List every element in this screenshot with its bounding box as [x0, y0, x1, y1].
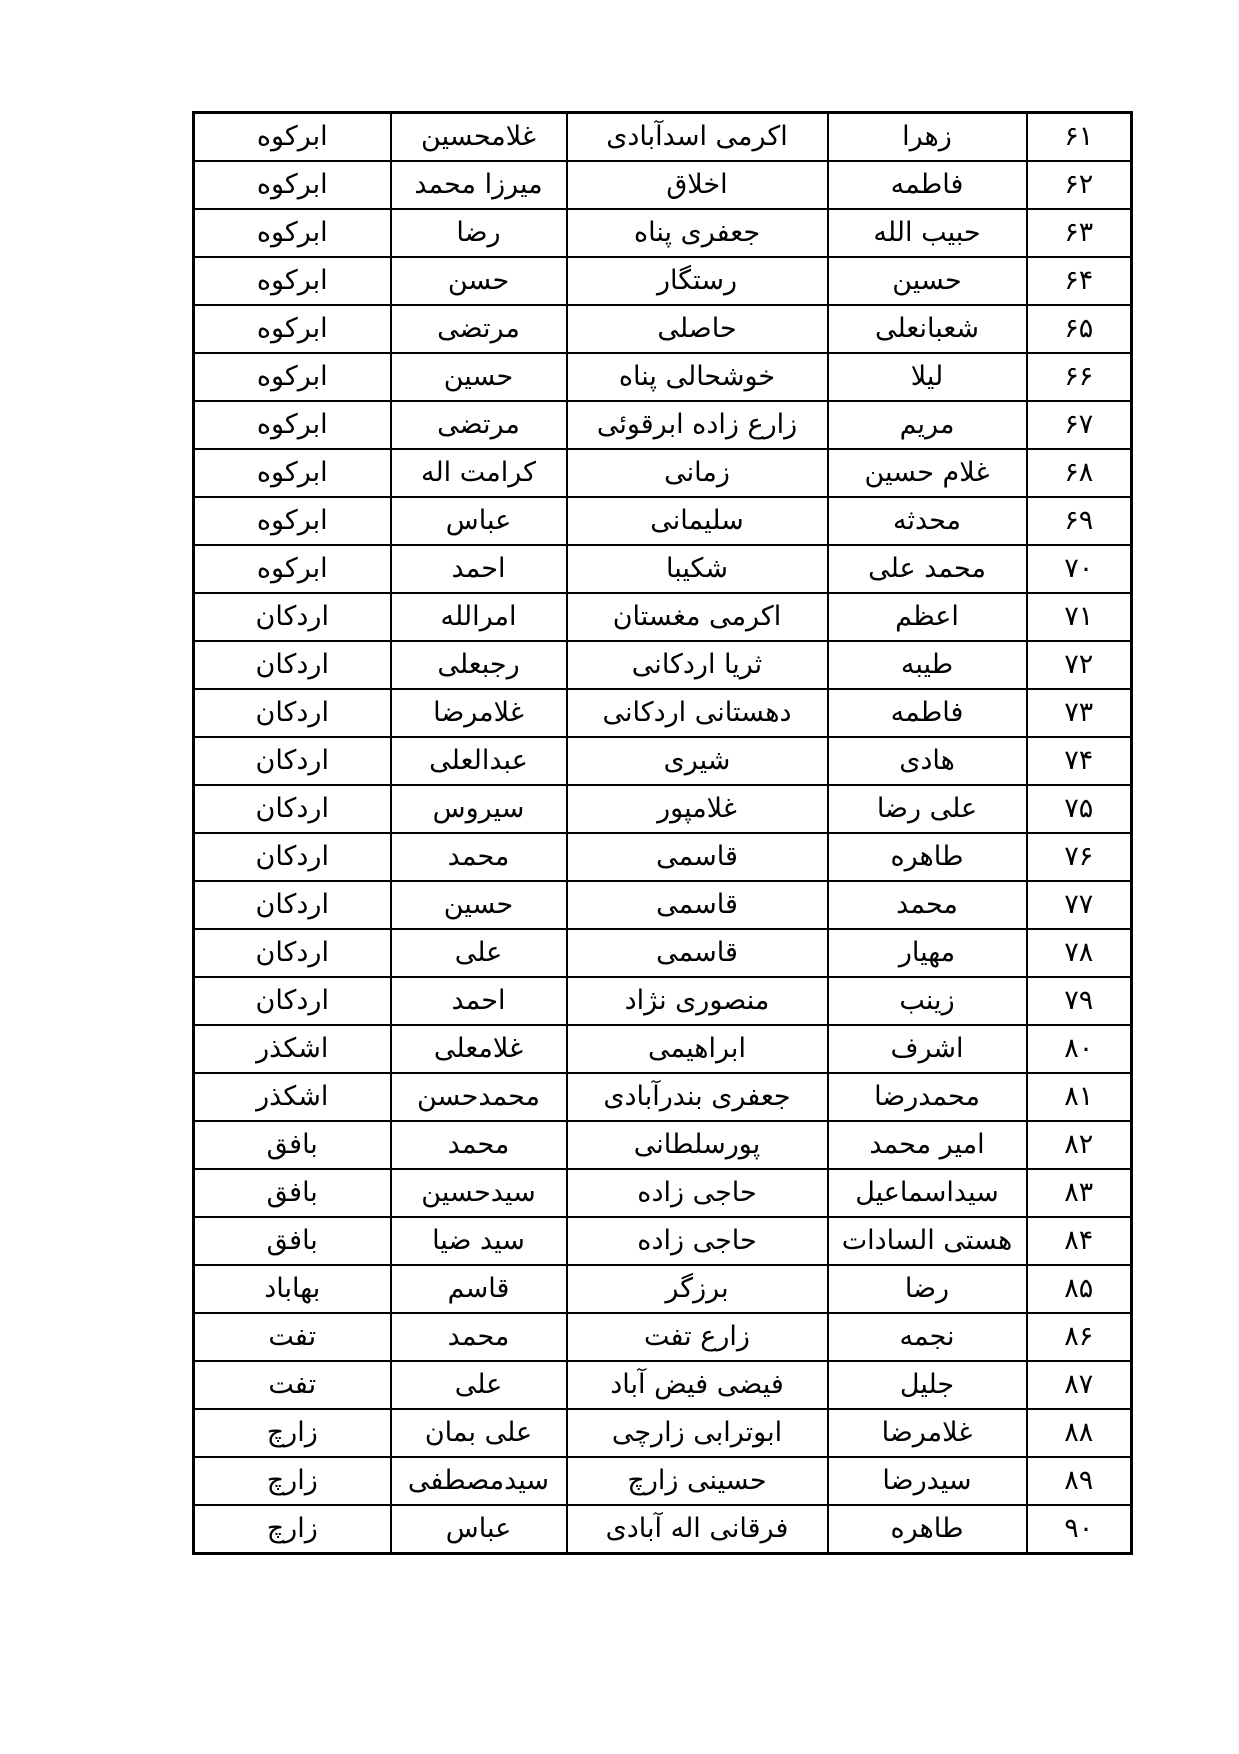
row-number-cell: ۷۵ — [1027, 785, 1132, 833]
table-row — [194, 545, 1132, 593]
city-cell: اردکان — [194, 785, 391, 833]
father-name-cell: علی — [391, 1361, 567, 1409]
father-name-cell: غلامحسین — [391, 113, 567, 162]
row-number-cell: ۸۰ — [1027, 1025, 1132, 1073]
first-name-cell: طاهره — [828, 1505, 1027, 1554]
city-cell: اردکان — [194, 593, 391, 641]
row-number-cell: ۸۲ — [1027, 1121, 1132, 1169]
city-cell: بافق — [194, 1169, 391, 1217]
city-cell: بهاباد — [194, 1265, 391, 1313]
father-name-cell: عباس — [391, 497, 567, 545]
city-cell: زارچ — [194, 1409, 391, 1457]
first-name-cell: علی رضا — [828, 785, 1027, 833]
father-name-cell: محمد — [391, 1121, 567, 1169]
row-number-cell: ۷۰ — [1027, 545, 1132, 593]
last-name-cell: منصوری نژاد — [567, 977, 828, 1025]
city-cell: بافق — [194, 1217, 391, 1265]
last-name-cell: قاسمی — [567, 881, 828, 929]
city-cell: ابرکوه — [194, 209, 391, 257]
row-number-cell: ۷۳ — [1027, 689, 1132, 737]
row-number-cell: ۶۶ — [1027, 353, 1132, 401]
table-row — [194, 1265, 1132, 1313]
table-row — [194, 353, 1132, 401]
row-number-cell: ۷۹ — [1027, 977, 1132, 1025]
first-name-cell: محدثه — [828, 497, 1027, 545]
last-name-cell: فرقانی اله آبادی — [567, 1505, 828, 1554]
table-row — [194, 113, 1132, 162]
father-name-cell: رضا — [391, 209, 567, 257]
table-row — [194, 593, 1132, 641]
city-cell: ابرکوه — [194, 449, 391, 497]
father-name-cell: حسین — [391, 353, 567, 401]
table-row — [194, 1505, 1132, 1554]
last-name-cell: جعفری پناه — [567, 209, 828, 257]
city-cell: ابرکوه — [194, 401, 391, 449]
table-row — [194, 1025, 1132, 1073]
father-name-cell: حسن — [391, 257, 567, 305]
last-name-cell: حاجی زاده — [567, 1169, 828, 1217]
first-name-cell: شعبانعلی — [828, 305, 1027, 353]
first-name-cell: طاهره — [828, 833, 1027, 881]
father-name-cell: سیدمصطفی — [391, 1457, 567, 1505]
table-row — [194, 881, 1132, 929]
table-row — [194, 1361, 1132, 1409]
city-cell: اشکذر — [194, 1073, 391, 1121]
father-name-cell: سیروس — [391, 785, 567, 833]
table-row — [194, 1217, 1132, 1265]
table-row — [194, 737, 1132, 785]
table-row — [194, 641, 1132, 689]
first-name-cell: حسین — [828, 257, 1027, 305]
father-name-cell: علی بمان — [391, 1409, 567, 1457]
father-name-cell: غلامعلی — [391, 1025, 567, 1073]
first-name-cell: سیدرضا — [828, 1457, 1027, 1505]
last-name-cell: شیری — [567, 737, 828, 785]
father-name-cell: غلامرضا — [391, 689, 567, 737]
row-number-cell: ۸۴ — [1027, 1217, 1132, 1265]
city-cell: ابرکوه — [194, 305, 391, 353]
table-row — [194, 161, 1132, 209]
row-number-cell: ۸۸ — [1027, 1409, 1132, 1457]
city-cell: اردکان — [194, 689, 391, 737]
first-name-cell: سیداسماعیل — [828, 1169, 1027, 1217]
row-number-cell: ۸۱ — [1027, 1073, 1132, 1121]
first-name-cell: نجمه — [828, 1313, 1027, 1361]
first-name-cell: غلام حسین — [828, 449, 1027, 497]
city-cell: تفت — [194, 1361, 391, 1409]
table-row — [194, 497, 1132, 545]
first-name-cell: محمد — [828, 881, 1027, 929]
table-row — [194, 449, 1132, 497]
city-cell: زارچ — [194, 1505, 391, 1554]
father-name-cell: احمد — [391, 977, 567, 1025]
father-name-cell: قاسم — [391, 1265, 567, 1313]
first-name-cell: فاطمه — [828, 161, 1027, 209]
city-cell: ابرکوه — [194, 545, 391, 593]
table-row — [194, 1457, 1132, 1505]
father-name-cell: رجبعلی — [391, 641, 567, 689]
father-name-cell: میرزا محمد — [391, 161, 567, 209]
last-name-cell: دهستانی اردکانی — [567, 689, 828, 737]
city-cell: اردکان — [194, 929, 391, 977]
city-cell: ابرکوه — [194, 113, 391, 162]
father-name-cell: مرتضی — [391, 401, 567, 449]
row-number-cell: ۷۸ — [1027, 929, 1132, 977]
city-cell: اشکذر — [194, 1025, 391, 1073]
row-number-cell: ۷۴ — [1027, 737, 1132, 785]
row-number-cell: ۷۱ — [1027, 593, 1132, 641]
row-number-cell: ۸۳ — [1027, 1169, 1132, 1217]
father-name-cell: علی — [391, 929, 567, 977]
row-number-cell: ۶۸ — [1027, 449, 1132, 497]
first-name-cell: هادی — [828, 737, 1027, 785]
first-name-cell: امیر محمد — [828, 1121, 1027, 1169]
first-name-cell: زینب — [828, 977, 1027, 1025]
table-row — [194, 257, 1132, 305]
last-name-cell: قاسمی — [567, 833, 828, 881]
last-name-cell: خوشحالی پناه — [567, 353, 828, 401]
table-row — [194, 977, 1132, 1025]
table-row — [194, 1313, 1132, 1361]
first-name-cell: اعظم — [828, 593, 1027, 641]
first-name-cell: حبیب الله — [828, 209, 1027, 257]
last-name-cell: ثریا اردکانی — [567, 641, 828, 689]
roster-body — [194, 113, 1132, 1554]
first-name-cell: لیلا — [828, 353, 1027, 401]
table-row — [194, 929, 1132, 977]
last-name-cell: شکیبا — [567, 545, 828, 593]
row-number-cell: ۷۶ — [1027, 833, 1132, 881]
first-name-cell: زهرا — [828, 113, 1027, 162]
row-number-cell: ۶۳ — [1027, 209, 1132, 257]
table-row — [194, 1073, 1132, 1121]
first-name-cell: محمدرضا — [828, 1073, 1027, 1121]
row-number-cell: ۶۴ — [1027, 257, 1132, 305]
row-number-cell: ۶۱ — [1027, 113, 1132, 162]
city-cell: اردکان — [194, 833, 391, 881]
table-row — [194, 401, 1132, 449]
father-name-cell: عبدالعلی — [391, 737, 567, 785]
last-name-cell: زمانی — [567, 449, 828, 497]
first-name-cell: مهیار — [828, 929, 1027, 977]
row-number-cell: ۷۷ — [1027, 881, 1132, 929]
first-name-cell: محمد علی — [828, 545, 1027, 593]
first-name-cell: رضا — [828, 1265, 1027, 1313]
father-name-cell: حسین — [391, 881, 567, 929]
roster-table — [192, 111, 1133, 1555]
first-name-cell: طیبه — [828, 641, 1027, 689]
row-number-cell: ۷۲ — [1027, 641, 1132, 689]
table-row — [194, 1121, 1132, 1169]
row-number-cell: ۸۶ — [1027, 1313, 1132, 1361]
city-cell: ابرکوه — [194, 353, 391, 401]
last-name-cell: غلامپور — [567, 785, 828, 833]
last-name-cell: اکرمی مغستان — [567, 593, 828, 641]
city-cell: تفت — [194, 1313, 391, 1361]
last-name-cell: فیضی فیض آباد — [567, 1361, 828, 1409]
father-name-cell: محمدحسن — [391, 1073, 567, 1121]
first-name-cell: غلامرضا — [828, 1409, 1027, 1457]
father-name-cell: عباس — [391, 1505, 567, 1554]
last-name-cell: پورسلطانی — [567, 1121, 828, 1169]
table-row — [194, 1409, 1132, 1457]
row-number-cell: ۶۲ — [1027, 161, 1132, 209]
last-name-cell: رستگار — [567, 257, 828, 305]
row-number-cell: ۹۰ — [1027, 1505, 1132, 1554]
row-number-cell: ۶۵ — [1027, 305, 1132, 353]
last-name-cell: زارع زاده ابرقوئی — [567, 401, 828, 449]
city-cell: زارچ — [194, 1457, 391, 1505]
last-name-cell: قاسمی — [567, 929, 828, 977]
father-name-cell: سید ضیا — [391, 1217, 567, 1265]
last-name-cell: زارع تفت — [567, 1313, 828, 1361]
father-name-cell: کرامت اله — [391, 449, 567, 497]
table-row — [194, 305, 1132, 353]
row-number-cell: ۶۷ — [1027, 401, 1132, 449]
father-name-cell: مرتضی — [391, 305, 567, 353]
city-cell: اردکان — [194, 881, 391, 929]
table-row — [194, 1169, 1132, 1217]
row-number-cell: ۸۹ — [1027, 1457, 1132, 1505]
first-name-cell: جلیل — [828, 1361, 1027, 1409]
father-name-cell: محمد — [391, 833, 567, 881]
last-name-cell: برزگر — [567, 1265, 828, 1313]
last-name-cell: اکرمی اسدآبادی — [567, 113, 828, 162]
father-name-cell: امرالله — [391, 593, 567, 641]
father-name-cell: احمد — [391, 545, 567, 593]
row-number-cell: ۸۵ — [1027, 1265, 1132, 1313]
first-name-cell: فاطمه — [828, 689, 1027, 737]
last-name-cell: جعفری بندرآبادی — [567, 1073, 828, 1121]
last-name-cell: سلیمانی — [567, 497, 828, 545]
table-row — [194, 785, 1132, 833]
last-name-cell: حسینی زارچ — [567, 1457, 828, 1505]
father-name-cell: محمد — [391, 1313, 567, 1361]
father-name-cell: سیدحسین — [391, 1169, 567, 1217]
first-name-cell: اشرف — [828, 1025, 1027, 1073]
table-row — [194, 209, 1132, 257]
city-cell: ابرکوه — [194, 257, 391, 305]
city-cell: اردکان — [194, 977, 391, 1025]
first-name-cell: هستی السادات — [828, 1217, 1027, 1265]
table-row — [194, 689, 1132, 737]
city-cell: اردکان — [194, 641, 391, 689]
last-name-cell: اخلاق — [567, 161, 828, 209]
row-number-cell: ۶۹ — [1027, 497, 1132, 545]
row-number-cell: ۸۷ — [1027, 1361, 1132, 1409]
city-cell: اردکان — [194, 737, 391, 785]
city-cell: ابرکوه — [194, 497, 391, 545]
last-name-cell: حاصلی — [567, 305, 828, 353]
city-cell: بافق — [194, 1121, 391, 1169]
table-row — [194, 833, 1132, 881]
last-name-cell: ابوترابی زارچی — [567, 1409, 828, 1457]
city-cell: ابرکوه — [194, 161, 391, 209]
last-name-cell: حاجی زاده — [567, 1217, 828, 1265]
last-name-cell: ابراهیمی — [567, 1025, 828, 1073]
first-name-cell: مریم — [828, 401, 1027, 449]
